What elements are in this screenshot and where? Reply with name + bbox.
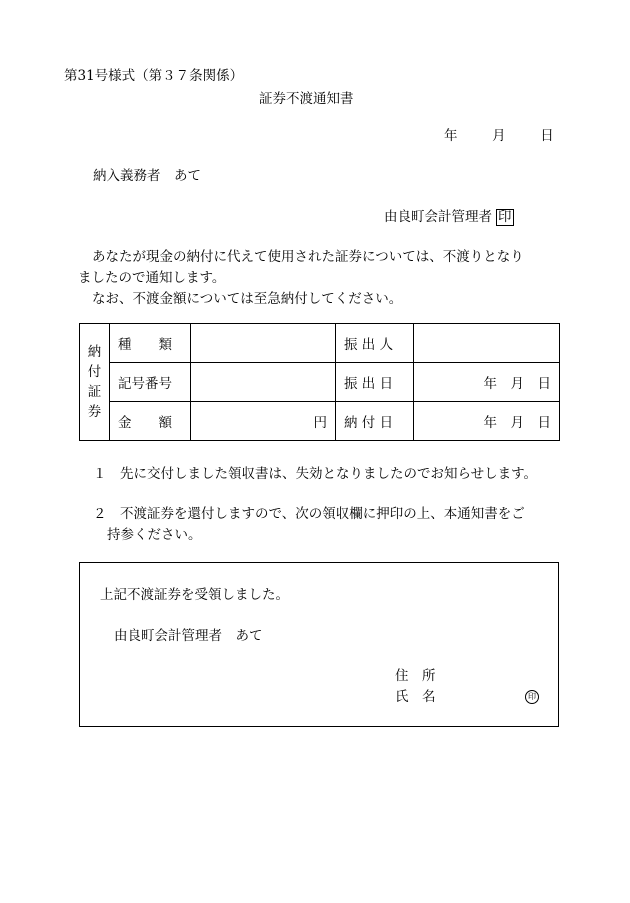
receipt-box [79,562,559,727]
value-amount: 円 [191,402,336,441]
value-type [191,324,336,363]
value-payment-date: 年 月 日 [414,402,560,441]
seal-circle-mark: 印 [525,690,539,704]
body-para2: なお、不渡金額については至急納付してください。 [92,291,403,307]
form-number: 第31号様式（第３７条関係） [64,68,244,84]
side-label: 納 付 証 券 [80,324,110,441]
seal-box: 印 [498,209,512,225]
table-row [80,363,560,402]
date-month: 月 [492,128,506,144]
value-drawer [414,324,560,363]
sender-name: 由良町会計管理者 [384,209,492,225]
receipt-line1: 上記不渡証券を受領しました。 [100,587,289,603]
name-label: 氏 名 [395,689,436,705]
date-line [444,124,554,144]
table-row [80,324,560,363]
table-row [80,402,560,441]
value-issue-date: 年 月 日 [414,363,560,402]
note-2-line2: 持参ください。 [107,527,202,543]
label-issue-date: 振 出 日 [336,363,414,402]
sender-line [384,205,514,226]
label-payment-date: 納 付 日 [336,402,414,441]
securities-table [79,323,560,441]
body-para1-line2: ましたので通知します。 [78,270,226,286]
date-day: 日 [540,128,554,144]
value-serial [191,363,336,402]
receipt-line2: 由良町会計管理者 あて [114,628,263,644]
seal-circle [525,687,539,704]
label-serial: 記号番号 [110,363,191,402]
address-label: 住 所 [395,668,436,684]
body-para1-line1: あなたが現金の納付に代えて使用された証券については、不渡りとなり [92,249,524,265]
note-1: １ 先に交付しました領収書は、失効となりましたのでお知らせします。 [93,466,538,482]
addressee: 納入義務者 あて [93,168,201,184]
note-2-line1: ２ 不渡証券を還付しますので、次の領収欄に押印の上、本通知書をご [93,506,525,522]
date-year: 年 [444,128,458,144]
label-drawer: 振 出 人 [336,324,414,363]
label-amount: 金 額 [110,402,191,441]
document-title: 証券不渡通知書 [259,91,354,107]
label-type: 種 類 [110,324,191,363]
